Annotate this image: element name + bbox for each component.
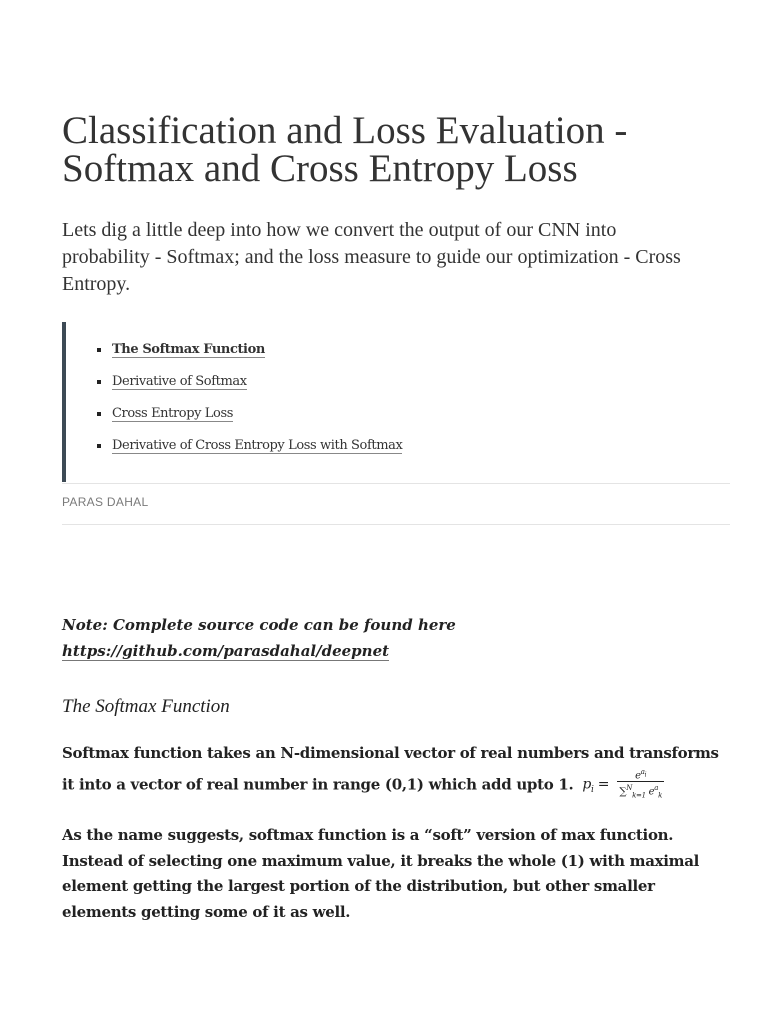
formula-den-sub: k — [658, 791, 663, 800]
formula-den-sup: a — [654, 783, 659, 792]
softmax-formula — [582, 767, 664, 804]
formula-eq: = — [597, 775, 610, 792]
article-subtitle: Lets dig a little deep into how we convert the output of our CNN into probability - Softmax; and the loss measure to guide our optimization - Cross Entropy. — [62, 219, 681, 295]
toc-link-derivative-softmax[interactable]: Derivative of Softmax — [112, 374, 247, 389]
formula-den-base: e — [648, 786, 655, 798]
formula-num-sup: a — [640, 767, 645, 776]
author-name: PARAS DAHAL — [62, 495, 149, 509]
page-title: Classification and Loss Evaluation - Softmax and Cross Entropy Loss — [62, 109, 628, 190]
formula-num-base: e — [635, 769, 641, 781]
section-heading: The Softmax Function — [62, 696, 230, 717]
github-link[interactable]: https://github.com/parasdahal/deepnet — [62, 642, 390, 660]
formula-num-sup-sub: i — [644, 770, 647, 778]
toc-item — [97, 371, 402, 403]
toc-link-derivative-cross-entropy[interactable]: Derivative of Cross Entropy Loss with Softmax — [112, 438, 403, 453]
divider — [62, 524, 730, 525]
formula-denominator — [617, 781, 664, 801]
toc-item — [97, 435, 402, 467]
note-text: Note: Complete source code can be found here — [62, 616, 456, 634]
formula-sum: ∑ — [619, 786, 627, 798]
toc-link-softmax[interactable]: The Softmax Function — [112, 342, 265, 357]
toc-list — [97, 339, 402, 467]
table-of-contents — [62, 322, 734, 482]
formula-numerator — [617, 767, 664, 781]
formula-fraction — [617, 767, 664, 802]
formula-lhs: p — [582, 775, 592, 792]
paragraph: As the name suggests, softmax function is a “soft” version of max function. Instead of selecting one maximum value, it breaks the whole (1) with maximal element getting the largest portion of the distribution, but other smaller elements getting some of it as well. — [62, 826, 700, 921]
source-note — [62, 612, 730, 664]
formula-sum-sup: N — [626, 783, 633, 792]
toc-link-cross-entropy[interactable]: Cross Entropy Loss — [112, 406, 233, 421]
toc-item — [97, 339, 402, 371]
formula-sum-sub: k=1 — [632, 791, 646, 800]
toc-item — [97, 403, 402, 435]
formula-lhs-sub: i — [591, 784, 594, 795]
paragraph-text: Softmax function takes an N-dimensional vector of real numbers and transforms it into a vector of real number in range (0,1) which add upto 1. — [62, 744, 719, 793]
paragraph — [62, 741, 730, 803]
divider — [62, 483, 730, 484]
